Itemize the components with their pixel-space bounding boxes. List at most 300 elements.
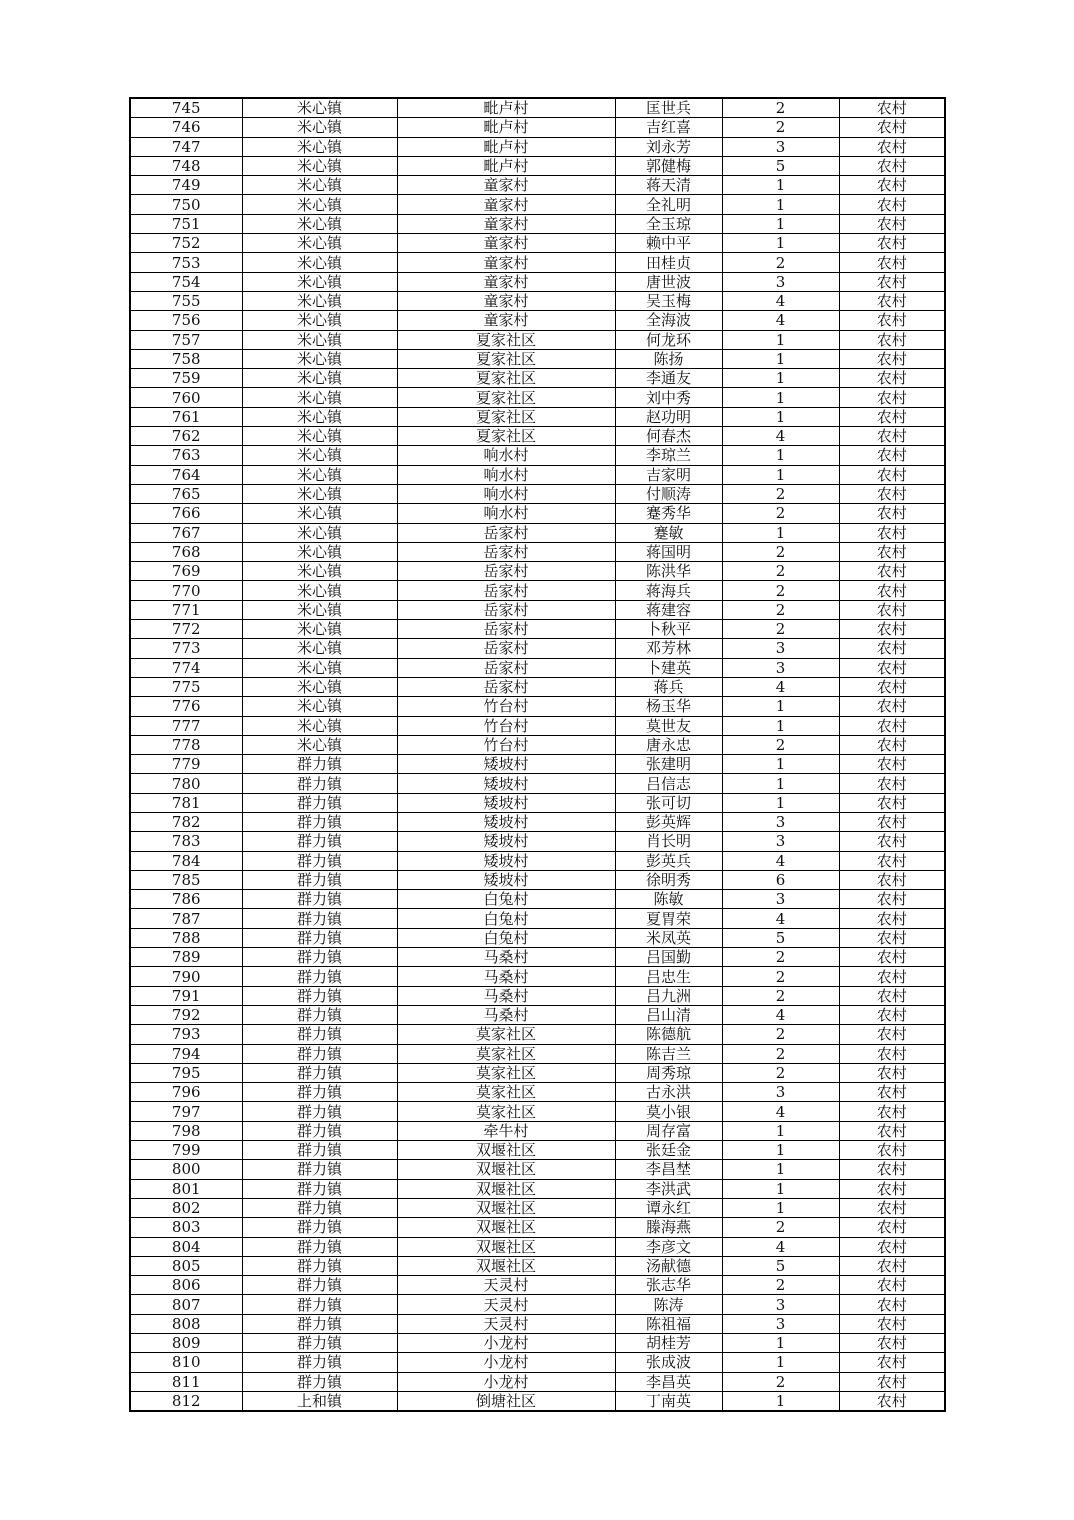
table-row xyxy=(130,1372,945,1391)
table-row xyxy=(130,234,945,253)
table-row xyxy=(130,755,945,774)
table-row xyxy=(130,407,945,426)
village-cell: 童家村 xyxy=(397,291,615,310)
table-row xyxy=(130,446,945,465)
town-cell: 米心镇 xyxy=(242,581,397,600)
category-cell: 农村 xyxy=(839,272,945,291)
category-cell: 农村 xyxy=(839,484,945,503)
town-cell: 米心镇 xyxy=(242,311,397,330)
category-cell: 农村 xyxy=(839,909,945,928)
table-row xyxy=(130,1391,945,1411)
category-cell: 农村 xyxy=(839,388,945,407)
town-cell: 米心镇 xyxy=(242,214,397,233)
town-cell: 群力镇 xyxy=(242,890,397,909)
table-row xyxy=(130,928,945,947)
category-cell: 农村 xyxy=(839,523,945,542)
category-cell: 农村 xyxy=(839,156,945,175)
village-cell: 双堰社区 xyxy=(397,1198,615,1217)
village-cell: 岳家村 xyxy=(397,658,615,677)
count-cell: 3 xyxy=(722,1295,839,1314)
table-row xyxy=(130,1218,945,1237)
category-cell: 农村 xyxy=(839,1121,945,1140)
row-number-cell: 805 xyxy=(130,1256,242,1275)
table-row xyxy=(130,967,945,986)
town-cell: 群力镇 xyxy=(242,1160,397,1179)
row-number-cell: 808 xyxy=(130,1314,242,1333)
row-number-cell: 745 xyxy=(130,98,242,118)
row-number-cell: 789 xyxy=(130,948,242,967)
table-row xyxy=(130,1063,945,1082)
name-cell: 李昌埜 xyxy=(615,1160,722,1179)
village-cell: 马桑村 xyxy=(397,986,615,1005)
town-cell: 米心镇 xyxy=(242,388,397,407)
count-cell: 2 xyxy=(722,1276,839,1295)
village-cell: 天灵村 xyxy=(397,1295,615,1314)
name-cell: 夏胃荣 xyxy=(615,909,722,928)
count-cell: 3 xyxy=(722,1083,839,1102)
name-cell: 蹇秀华 xyxy=(615,504,722,523)
village-cell: 双堰社区 xyxy=(397,1218,615,1237)
village-cell: 岳家村 xyxy=(397,562,615,581)
row-number-cell: 749 xyxy=(130,176,242,195)
table-row xyxy=(130,523,945,542)
row-number-cell: 771 xyxy=(130,600,242,619)
table-body xyxy=(130,98,945,1411)
category-cell: 农村 xyxy=(839,407,945,426)
table-row xyxy=(130,1256,945,1275)
category-cell: 农村 xyxy=(839,697,945,716)
name-cell: 蹇敏 xyxy=(615,523,722,542)
row-number-cell: 754 xyxy=(130,272,242,291)
row-number-cell: 769 xyxy=(130,562,242,581)
name-cell: 周存富 xyxy=(615,1121,722,1140)
village-cell: 双堰社区 xyxy=(397,1179,615,1198)
name-cell: 刘中秀 xyxy=(615,388,722,407)
category-cell: 农村 xyxy=(839,349,945,368)
table-row xyxy=(130,1102,945,1121)
village-cell: 岳家村 xyxy=(397,677,615,696)
count-cell: 4 xyxy=(722,311,839,330)
town-cell: 群力镇 xyxy=(242,832,397,851)
table-row xyxy=(130,658,945,677)
name-cell: 卜秋平 xyxy=(615,620,722,639)
village-cell: 天灵村 xyxy=(397,1314,615,1333)
name-cell: 李彦文 xyxy=(615,1237,722,1256)
count-cell: 1 xyxy=(722,1198,839,1217)
row-number-cell: 764 xyxy=(130,465,242,484)
row-number-cell: 779 xyxy=(130,755,242,774)
category-cell: 农村 xyxy=(839,774,945,793)
town-cell: 米心镇 xyxy=(242,735,397,754)
village-cell: 竹台村 xyxy=(397,716,615,735)
category-cell: 农村 xyxy=(839,1141,945,1160)
village-cell: 白兔村 xyxy=(397,909,615,928)
town-cell: 群力镇 xyxy=(242,1295,397,1314)
category-cell: 农村 xyxy=(839,562,945,581)
category-cell: 农村 xyxy=(839,851,945,870)
town-cell: 群力镇 xyxy=(242,870,397,889)
village-cell: 莫家社区 xyxy=(397,1063,615,1082)
town-cell: 米心镇 xyxy=(242,446,397,465)
town-cell: 米心镇 xyxy=(242,253,397,272)
count-cell: 2 xyxy=(722,484,839,503)
table-row xyxy=(130,677,945,696)
count-cell: 5 xyxy=(722,1256,839,1275)
count-cell: 1 xyxy=(722,214,839,233)
category-cell: 农村 xyxy=(839,948,945,967)
table-row xyxy=(130,484,945,503)
name-cell: 张志华 xyxy=(615,1276,722,1295)
village-cell: 岳家村 xyxy=(397,542,615,561)
row-number-cell: 750 xyxy=(130,195,242,214)
table-row xyxy=(130,774,945,793)
name-cell: 汤献德 xyxy=(615,1256,722,1275)
row-number-cell: 773 xyxy=(130,639,242,658)
village-cell: 矮坡村 xyxy=(397,851,615,870)
row-number-cell: 772 xyxy=(130,620,242,639)
name-cell: 陈吉兰 xyxy=(615,1044,722,1063)
name-cell: 吴玉梅 xyxy=(615,291,722,310)
village-cell: 夏家社区 xyxy=(397,369,615,388)
name-cell: 蒋国明 xyxy=(615,542,722,561)
name-cell: 付顺涛 xyxy=(615,484,722,503)
category-cell: 农村 xyxy=(839,1044,945,1063)
row-number-cell: 799 xyxy=(130,1141,242,1160)
town-cell: 米心镇 xyxy=(242,176,397,195)
count-cell: 1 xyxy=(722,407,839,426)
town-cell: 米心镇 xyxy=(242,542,397,561)
town-cell: 米心镇 xyxy=(242,234,397,253)
count-cell: 2 xyxy=(722,253,839,272)
table-row xyxy=(130,542,945,561)
town-cell: 米心镇 xyxy=(242,677,397,696)
table-row xyxy=(130,1083,945,1102)
town-cell: 群力镇 xyxy=(242,1025,397,1044)
town-cell: 群力镇 xyxy=(242,1334,397,1353)
count-cell: 4 xyxy=(722,1237,839,1256)
count-cell: 1 xyxy=(722,234,839,253)
category-cell: 农村 xyxy=(839,1314,945,1333)
count-cell: 4 xyxy=(722,1102,839,1121)
row-number-cell: 778 xyxy=(130,735,242,754)
town-cell: 群力镇 xyxy=(242,1005,397,1024)
category-cell: 农村 xyxy=(839,620,945,639)
town-cell: 群力镇 xyxy=(242,851,397,870)
count-cell: 1 xyxy=(722,697,839,716)
row-number-cell: 765 xyxy=(130,484,242,503)
town-cell: 米心镇 xyxy=(242,639,397,658)
name-cell: 吕国勤 xyxy=(615,948,722,967)
table-row xyxy=(130,98,945,118)
count-cell: 1 xyxy=(722,330,839,349)
name-cell: 吉家明 xyxy=(615,465,722,484)
village-cell: 莫家社区 xyxy=(397,1102,615,1121)
table-row xyxy=(130,1160,945,1179)
village-cell: 莫家社区 xyxy=(397,1025,615,1044)
name-cell: 周秀琼 xyxy=(615,1063,722,1082)
table-row xyxy=(130,812,945,831)
row-number-cell: 782 xyxy=(130,812,242,831)
village-cell: 童家村 xyxy=(397,195,615,214)
category-cell: 农村 xyxy=(839,1218,945,1237)
count-cell: 6 xyxy=(722,870,839,889)
table-row xyxy=(130,909,945,928)
village-cell: 矮坡村 xyxy=(397,774,615,793)
name-cell: 唐永忠 xyxy=(615,735,722,754)
village-cell: 矮坡村 xyxy=(397,870,615,889)
village-cell: 夏家社区 xyxy=(397,349,615,368)
village-cell: 矮坡村 xyxy=(397,793,615,812)
count-cell: 2 xyxy=(722,967,839,986)
name-cell: 李昌英 xyxy=(615,1372,722,1391)
name-cell: 肖长明 xyxy=(615,832,722,851)
town-cell: 群力镇 xyxy=(242,986,397,1005)
category-cell: 农村 xyxy=(839,658,945,677)
table-row xyxy=(130,948,945,967)
count-cell: 1 xyxy=(722,349,839,368)
table-row xyxy=(130,562,945,581)
count-cell: 3 xyxy=(722,137,839,156)
town-cell: 群力镇 xyxy=(242,1237,397,1256)
village-cell: 岳家村 xyxy=(397,581,615,600)
name-cell: 吕山清 xyxy=(615,1005,722,1024)
row-number-cell: 784 xyxy=(130,851,242,870)
town-cell: 米心镇 xyxy=(242,330,397,349)
count-cell: 1 xyxy=(722,1121,839,1140)
village-cell: 双堰社区 xyxy=(397,1160,615,1179)
town-cell: 群力镇 xyxy=(242,1083,397,1102)
row-number-cell: 797 xyxy=(130,1102,242,1121)
name-cell: 杨玉华 xyxy=(615,697,722,716)
town-cell: 米心镇 xyxy=(242,349,397,368)
row-number-cell: 793 xyxy=(130,1025,242,1044)
town-cell: 群力镇 xyxy=(242,1141,397,1160)
table-row xyxy=(130,620,945,639)
table-row xyxy=(130,832,945,851)
count-cell: 3 xyxy=(722,1314,839,1333)
table-row xyxy=(130,118,945,137)
table-row xyxy=(130,253,945,272)
name-cell: 陈扬 xyxy=(615,349,722,368)
table-row xyxy=(130,1314,945,1333)
row-number-cell: 809 xyxy=(130,1334,242,1353)
town-cell: 群力镇 xyxy=(242,755,397,774)
name-cell: 刘永芳 xyxy=(615,137,722,156)
row-number-cell: 812 xyxy=(130,1391,242,1411)
row-number-cell: 811 xyxy=(130,1372,242,1391)
name-cell: 陈德航 xyxy=(615,1025,722,1044)
table-row xyxy=(130,1141,945,1160)
row-number-cell: 785 xyxy=(130,870,242,889)
table-row xyxy=(130,465,945,484)
table-row xyxy=(130,735,945,754)
category-cell: 农村 xyxy=(839,98,945,118)
category-cell: 农村 xyxy=(839,542,945,561)
count-cell: 1 xyxy=(722,446,839,465)
name-cell: 张廷金 xyxy=(615,1141,722,1160)
count-cell: 4 xyxy=(722,909,839,928)
village-cell: 响水村 xyxy=(397,484,615,503)
town-cell: 米心镇 xyxy=(242,156,397,175)
village-cell: 矮坡村 xyxy=(397,755,615,774)
row-number-cell: 810 xyxy=(130,1353,242,1372)
name-cell: 彭英兵 xyxy=(615,851,722,870)
table-row xyxy=(130,1121,945,1140)
name-cell: 李洪武 xyxy=(615,1179,722,1198)
category-cell: 农村 xyxy=(839,1198,945,1217)
count-cell: 2 xyxy=(722,986,839,1005)
table-row xyxy=(130,1179,945,1198)
row-number-cell: 795 xyxy=(130,1063,242,1082)
count-cell: 1 xyxy=(722,1141,839,1160)
village-cell: 童家村 xyxy=(397,311,615,330)
village-cell: 岳家村 xyxy=(397,600,615,619)
row-number-cell: 752 xyxy=(130,234,242,253)
count-cell: 1 xyxy=(722,774,839,793)
category-cell: 农村 xyxy=(839,890,945,909)
row-number-cell: 751 xyxy=(130,214,242,233)
category-cell: 农村 xyxy=(839,1063,945,1082)
name-cell: 陈涛 xyxy=(615,1295,722,1314)
count-cell: 1 xyxy=(722,465,839,484)
village-cell: 夏家社区 xyxy=(397,427,615,446)
count-cell: 1 xyxy=(722,716,839,735)
table-row xyxy=(130,716,945,735)
name-cell: 米凤英 xyxy=(615,928,722,947)
table-row xyxy=(130,1237,945,1256)
town-cell: 群力镇 xyxy=(242,774,397,793)
table-row xyxy=(130,388,945,407)
town-cell: 米心镇 xyxy=(242,523,397,542)
town-cell: 米心镇 xyxy=(242,658,397,677)
table-row xyxy=(130,311,945,330)
village-cell: 马桑村 xyxy=(397,948,615,967)
table-row xyxy=(130,1044,945,1063)
category-cell: 农村 xyxy=(839,214,945,233)
village-cell: 岳家村 xyxy=(397,639,615,658)
table-row xyxy=(130,349,945,368)
household-register-table xyxy=(129,97,946,1412)
town-cell: 群力镇 xyxy=(242,1314,397,1333)
count-cell: 3 xyxy=(722,639,839,658)
table-row xyxy=(130,851,945,870)
category-cell: 农村 xyxy=(839,1160,945,1179)
name-cell: 全海波 xyxy=(615,311,722,330)
row-number-cell: 777 xyxy=(130,716,242,735)
table-row xyxy=(130,156,945,175)
count-cell: 1 xyxy=(722,176,839,195)
town-cell: 米心镇 xyxy=(242,195,397,214)
town-cell: 群力镇 xyxy=(242,967,397,986)
name-cell: 彭英辉 xyxy=(615,812,722,831)
table-row xyxy=(130,504,945,523)
row-number-cell: 807 xyxy=(130,1295,242,1314)
village-cell: 马桑村 xyxy=(397,967,615,986)
table-row xyxy=(130,291,945,310)
count-cell: 2 xyxy=(722,1218,839,1237)
name-cell: 莫世友 xyxy=(615,716,722,735)
count-cell: 1 xyxy=(722,523,839,542)
town-cell: 群力镇 xyxy=(242,1372,397,1391)
category-cell: 农村 xyxy=(839,427,945,446)
table-row xyxy=(130,1276,945,1295)
category-cell: 农村 xyxy=(839,369,945,388)
count-cell: 2 xyxy=(722,1044,839,1063)
table-row xyxy=(130,1005,945,1024)
village-cell: 双堰社区 xyxy=(397,1256,615,1275)
name-cell: 唐世波 xyxy=(615,272,722,291)
table-row xyxy=(130,870,945,889)
count-cell: 1 xyxy=(722,1391,839,1411)
category-cell: 农村 xyxy=(839,870,945,889)
row-number-cell: 747 xyxy=(130,137,242,156)
category-cell: 农村 xyxy=(839,677,945,696)
village-cell: 矮坡村 xyxy=(397,812,615,831)
village-cell: 马桑村 xyxy=(397,1005,615,1024)
name-cell: 何春杰 xyxy=(615,427,722,446)
category-cell: 农村 xyxy=(839,1334,945,1353)
category-cell: 农村 xyxy=(839,600,945,619)
name-cell: 张成波 xyxy=(615,1353,722,1372)
row-number-cell: 796 xyxy=(130,1083,242,1102)
row-number-cell: 770 xyxy=(130,581,242,600)
table-row xyxy=(130,1295,945,1314)
category-cell: 农村 xyxy=(839,311,945,330)
town-cell: 米心镇 xyxy=(242,369,397,388)
table-row xyxy=(130,639,945,658)
name-cell: 李琼兰 xyxy=(615,446,722,465)
count-cell: 2 xyxy=(722,562,839,581)
name-cell: 陈洪华 xyxy=(615,562,722,581)
village-cell: 竹台村 xyxy=(397,735,615,754)
table-row xyxy=(130,195,945,214)
town-cell: 群力镇 xyxy=(242,793,397,812)
town-cell: 群力镇 xyxy=(242,1121,397,1140)
row-number-cell: 757 xyxy=(130,330,242,349)
name-cell: 邓芳林 xyxy=(615,639,722,658)
town-cell: 上和镇 xyxy=(242,1391,397,1411)
name-cell: 张可切 xyxy=(615,793,722,812)
village-cell: 夏家社区 xyxy=(397,330,615,349)
row-number-cell: 790 xyxy=(130,967,242,986)
village-cell: 小龙村 xyxy=(397,1372,615,1391)
count-cell: 4 xyxy=(722,1005,839,1024)
category-cell: 农村 xyxy=(839,1256,945,1275)
table-row xyxy=(130,1334,945,1353)
name-cell: 何龙环 xyxy=(615,330,722,349)
name-cell: 李通友 xyxy=(615,369,722,388)
name-cell: 徐明秀 xyxy=(615,870,722,889)
row-number-cell: 753 xyxy=(130,253,242,272)
row-number-cell: 755 xyxy=(130,291,242,310)
category-cell: 农村 xyxy=(839,195,945,214)
name-cell: 全玉琼 xyxy=(615,214,722,233)
town-cell: 群力镇 xyxy=(242,1063,397,1082)
count-cell: 2 xyxy=(722,948,839,967)
category-cell: 农村 xyxy=(839,928,945,947)
row-number-cell: 791 xyxy=(130,986,242,1005)
row-number-cell: 768 xyxy=(130,542,242,561)
row-number-cell: 788 xyxy=(130,928,242,947)
row-number-cell: 792 xyxy=(130,1005,242,1024)
row-number-cell: 758 xyxy=(130,349,242,368)
category-cell: 农村 xyxy=(839,465,945,484)
village-cell: 响水村 xyxy=(397,504,615,523)
category-cell: 农村 xyxy=(839,793,945,812)
village-cell: 童家村 xyxy=(397,234,615,253)
row-number-cell: 801 xyxy=(130,1179,242,1198)
count-cell: 1 xyxy=(722,195,839,214)
